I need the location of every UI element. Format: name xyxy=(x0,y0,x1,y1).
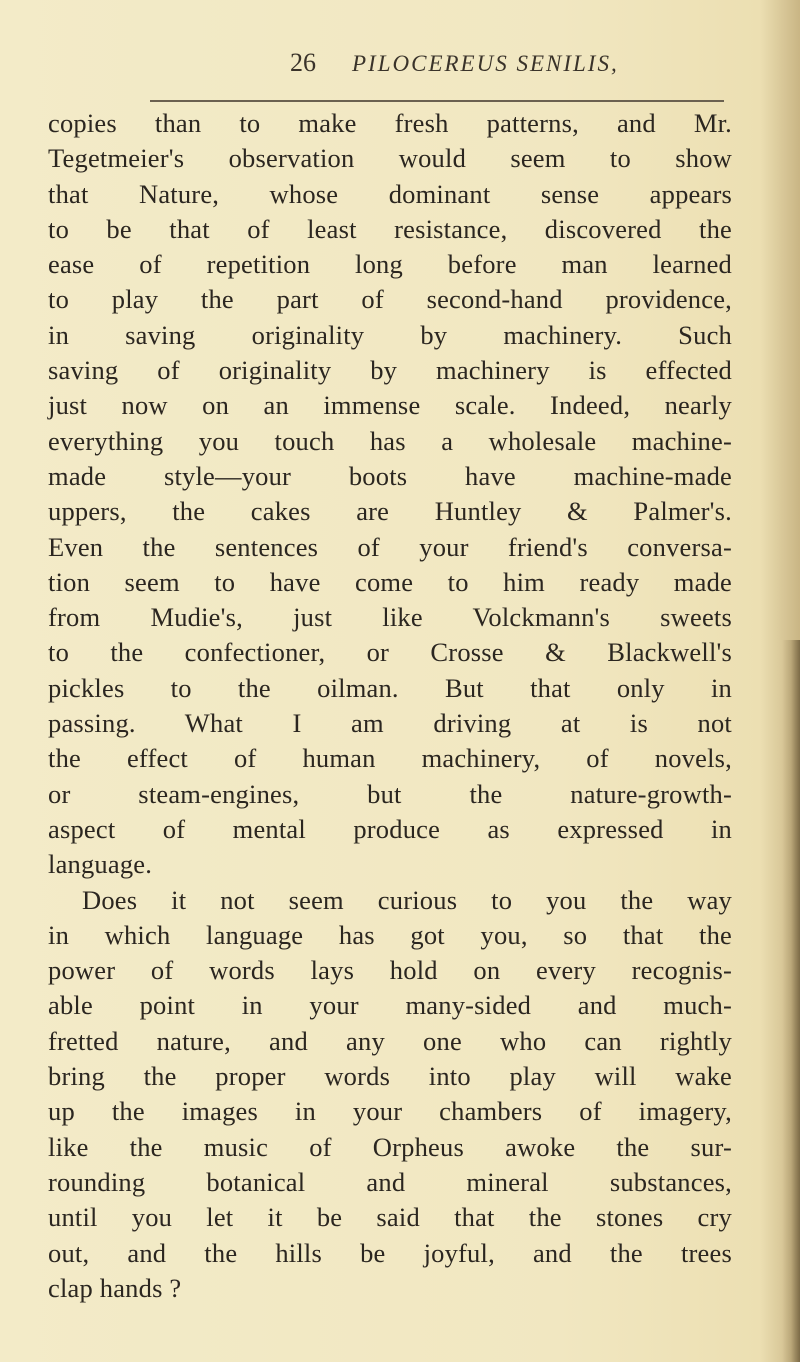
text-line: like the music of Orpheus awoke the sur- xyxy=(48,1131,732,1162)
text-line: out, and the hills be joyful, and the trees xyxy=(48,1237,732,1268)
body-text xyxy=(48,106,732,1306)
header-rule xyxy=(150,100,724,102)
text-line: fretted nature, and any one who can rightly xyxy=(48,1025,732,1056)
text-line: in saving originality by machinery. Such xyxy=(48,319,732,350)
text-line: to play the part of second-hand providence, xyxy=(48,284,732,315)
text-line: Even the sentences of your friend's conversa- xyxy=(48,531,732,562)
text-line: pickles to the oilman. But that only in xyxy=(48,672,732,703)
text-line: just now on an immense scale. Indeed, nearly xyxy=(48,390,732,421)
text-line: rounding botanical and mineral substances, xyxy=(48,1166,732,1197)
text-line: Tegetmeier's observation would seem to show xyxy=(48,143,732,174)
text-line: saving of originality by machinery is effected xyxy=(48,355,732,386)
text-line: language. xyxy=(48,849,153,880)
page-edge-shadow xyxy=(782,640,800,1362)
text-line: able point in your many-sided and much- xyxy=(48,990,732,1021)
running-title: PILOCEREUS SENILIS, xyxy=(352,51,619,76)
text-line: to be that of least resistance, discovered the xyxy=(48,213,732,244)
text-line: bring the proper words into play will wake xyxy=(48,1061,732,1092)
text-line: up the images in your chambers of imagery, xyxy=(48,1096,732,1127)
text-line: ease of repetition long before man learned xyxy=(48,249,732,280)
text-line: from Mudie's, just like Volckmann's sweets xyxy=(48,602,732,633)
text-line: until you let it be said that the stones cry xyxy=(48,1202,732,1233)
page-header xyxy=(290,48,619,88)
paragraph xyxy=(48,106,732,883)
text-line: in which language has got you, so that the xyxy=(48,919,732,950)
text-line: everything you touch has a wholesale machine- xyxy=(48,425,732,456)
text-line: or steam-engines, but the nature-growth- xyxy=(48,778,732,809)
text-line: Does it not seem curious to you the way xyxy=(82,884,732,915)
text-line: copies than to make fresh patterns, and Mr. xyxy=(48,108,732,138)
text-line: to the confectioner, or Crosse & Blackwell's xyxy=(48,637,732,668)
text-line: passing. What I am driving at is not xyxy=(48,708,732,739)
text-line: uppers, the cakes are Huntley & Palmer's. xyxy=(48,496,732,527)
text-line: made style—your boots have machine-made xyxy=(48,460,732,491)
text-line: that Nature, whose dominant sense appears xyxy=(48,178,732,209)
text-line: power of words lays hold on every recognis- xyxy=(48,955,732,986)
text-line: clap hands ? xyxy=(48,1272,182,1303)
paragraph xyxy=(48,883,732,1307)
page-number: 26 xyxy=(290,48,316,77)
text-line: aspect of mental produce as expressed in xyxy=(48,813,732,844)
text-line: tion seem to have come to him ready made xyxy=(48,566,732,597)
text-line: the effect of human machinery, of novels, xyxy=(48,743,732,774)
